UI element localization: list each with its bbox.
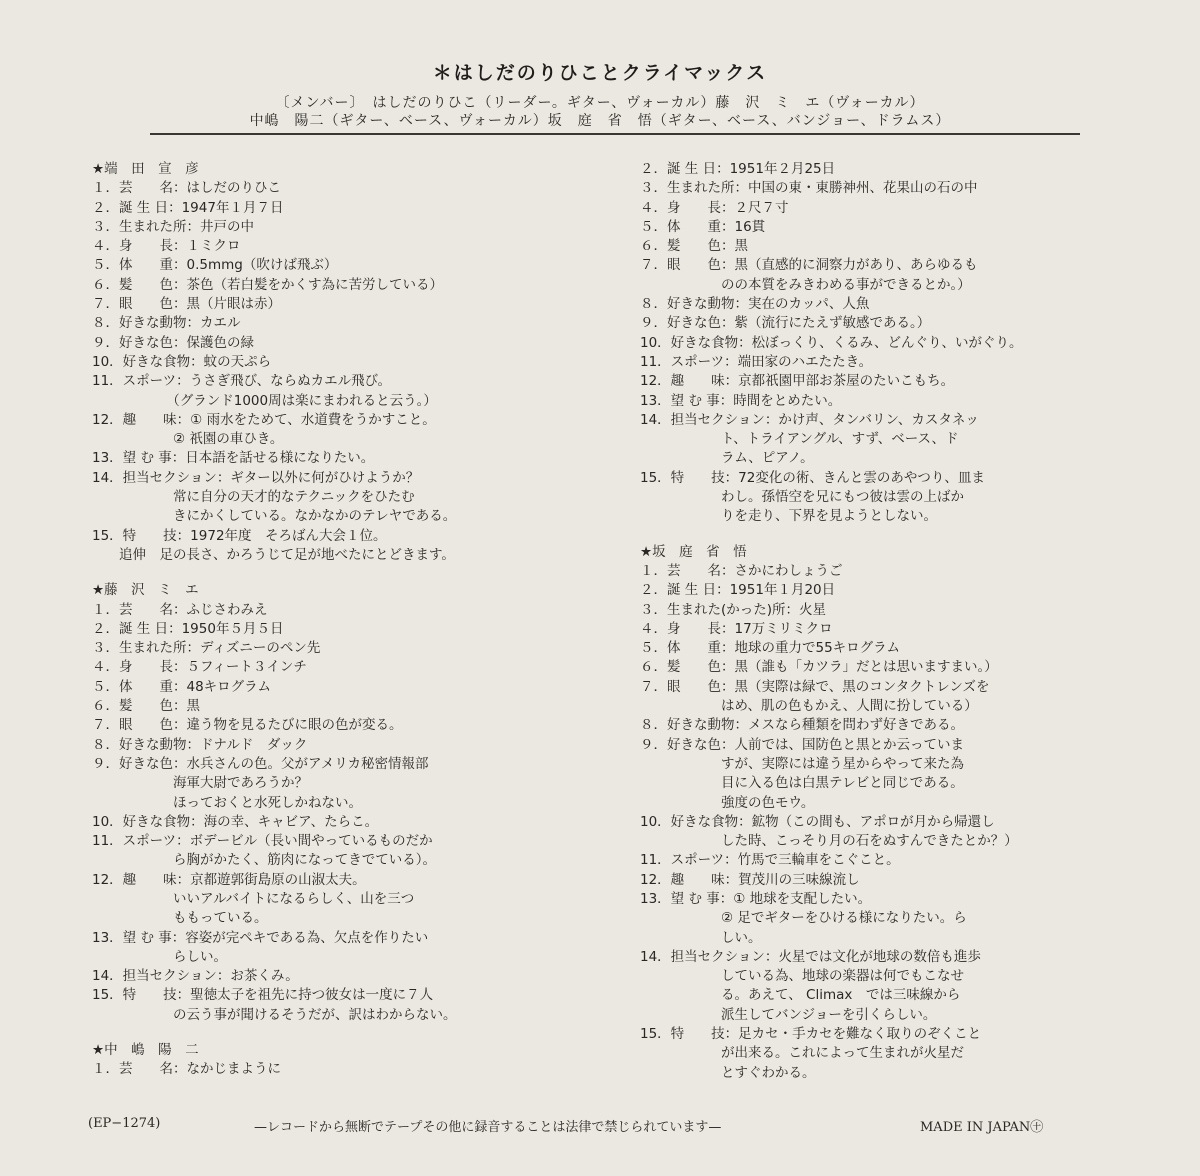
made-in-japan: MADE IN JAPAN㊉ — [920, 1120, 1044, 1135]
catalog-number: (EP−1274) — [88, 1116, 161, 1131]
profile-line: しい。 — [640, 929, 762, 946]
members-line-2: 中嶋 陽二（ギター、ベース、ヴォーカル）坂 庭 省 悟（ギター、ベース、バンジョー、ドラムス） — [249, 113, 951, 129]
profile-line: ５．体 重：48キログラム — [92, 678, 272, 695]
profile-line: きにかくしている。なかなかのテレヤである。 — [92, 508, 457, 525]
profile-line: 11．スポーツ：ボデービル（長い間やっているものだか — [92, 833, 433, 850]
profile-line: ４．身 長：５フィート３インチ — [92, 659, 307, 676]
profile-line: ももっている。 — [92, 910, 268, 927]
profile-line: 14．担当セクション：火星では文化が地球の数倍も進歩 — [640, 948, 981, 965]
profile-line: ２．誕 生 日：1950年５月５日 — [92, 620, 284, 637]
profile-line: 15．特 技：1972年度 そろばん大会１位。 — [92, 527, 387, 544]
profile-line: 常に自分の天才的なテクニックをひたむ — [92, 489, 415, 506]
profile-line: １．芸 名：ふじさわみえ — [92, 601, 268, 618]
profile-line: 追伸 足の長さ、かろうじて足が地べたにとどきます。 — [92, 546, 455, 563]
profile-line: いいアルバイトになるらしく、山を三つ — [92, 890, 415, 907]
profile-line: はめ、肌の色もかえ、人間に扮している） — [640, 698, 978, 715]
profile-line: 14．担当セクション：お茶くみ。 — [92, 968, 299, 985]
profile-line: 15．特 技：72変化の術、きんと雲のあやつり、皿ま — [640, 469, 985, 486]
profile-line: ６．髪 色：黒 — [92, 698, 200, 715]
profile-line: ４．身 長：２尺７寸 — [640, 199, 789, 216]
profile-line: ２．誕 生 日：1947年１月７日 — [92, 199, 284, 216]
profile-line: ２．誕 生 日：1951年２月25日 — [640, 161, 836, 177]
profile-line: 13．望 む 事：① 地球を支配したい。 — [640, 890, 872, 907]
profile-line: した時、こっそり月の石をぬすんできたとか？） — [640, 833, 1018, 850]
profile-line: 12．趣 味：京都遊郭街島原の山淑太夫。 — [92, 871, 366, 888]
profile-line: 12．趣 味：京都祇園甲部お茶屋のたいこもち。 — [640, 373, 955, 390]
right-column — [640, 160, 1120, 1083]
profile-line: 11．スポーツ：うさぎ飛び、ならぬカエル飛び。 — [92, 373, 392, 390]
profile-line: 10．好きな食物：松ぼっくり、くるみ、どんぐり、いがぐり。 — [640, 334, 1023, 351]
profile-line: わし。孫悟空を兄にもつ彼は雲の上ばか — [640, 489, 964, 506]
profile-line: ４．身 長：１ミクロ — [92, 238, 241, 255]
profile-line: ３．生まれた所：中国の東・東勝神州、花果山の石の中 — [640, 180, 978, 197]
profile-line: 11．スポーツ：竹馬で三輪車をこぐこと。 — [640, 852, 900, 869]
profile-line: ② 祇園の車ひき。 — [92, 431, 284, 448]
profile-line: ６．髪 色：黒 — [640, 238, 748, 255]
copyright-notice: —レコードから無断でテープその他に録音することは法律で禁じられています— — [254, 1120, 722, 1135]
profile-line: とすぐわかる。 — [640, 1064, 816, 1081]
profile-line: ３．生まれた(かった)所：火星 — [640, 601, 827, 618]
profile-line: のの本質をみきわめる事ができるとか。） — [640, 276, 971, 293]
profile-line: ７．眼 色：黒（片眼は赤） — [92, 296, 281, 313]
profile-line: ９．好きな色：水兵さんの色。父がアメリカ秘密情報部 — [92, 755, 429, 772]
profile-line: の云う事が聞けるそうだが、訳はわからない。 — [92, 1006, 457, 1023]
header-divider — [150, 133, 1080, 135]
profile-line: 13．望 む 事：日本語を話せる様になりたい。 — [92, 450, 375, 467]
profile-line: １．芸 名：なかじまように — [92, 1061, 281, 1078]
profile-line: ８．好きな動物：ドナルド ダック — [92, 736, 308, 753]
profile-line: 目に入る色は白黒テレビと同じである。 — [640, 775, 964, 792]
profile-line: が出来る。これによって生まれが火星だ — [640, 1045, 964, 1062]
profile-line: ★坂 庭 省 悟 — [640, 543, 747, 560]
profile-line: 10．好きな食物：海の幸、キャビア、たらこ。 — [92, 813, 379, 830]
profile-line: ら胸がかたく、筋肉になってきでている）。 — [92, 852, 436, 869]
profile-line: ９．好きな色：保護色の緑 — [92, 334, 254, 351]
profile-line: 10．好きな食物：蚊の天ぷら — [92, 353, 272, 370]
profile-line: 11．スポーツ：端田家のハエたたき。 — [640, 353, 873, 370]
profile-line: ２．誕 生 日：1951年１月20日 — [640, 582, 836, 599]
profile-line: すが、実際には違う星からやって来た為 — [640, 755, 964, 772]
profile-line: ５．体 重：地球の重力で55キログラム — [640, 640, 901, 657]
profile-line: ★端 田 宣 彦 — [92, 161, 199, 177]
profile-line: 13．望 む 事：時間をとめたい。 — [640, 392, 842, 409]
page-title: ＊はしだのりひことクライマックス — [432, 62, 768, 84]
profile-line: ８．好きな動物：カエル — [92, 315, 241, 332]
profile-line: 15．特 技：聖徳太子を祖先に持つ彼女は一度に７人 — [92, 987, 434, 1004]
profile-line: １．芸 名：さかにわしょうご — [640, 562, 843, 579]
profile-line: ラム、ピアノ。 — [640, 450, 814, 467]
profile-line: りを走り、下界を見ようとしない。 — [640, 508, 937, 525]
profile-line: ８．好きな動物：メスなら種類を問わず好きである。 — [640, 717, 964, 734]
profile-line: ★藤 沢 ミ エ — [92, 582, 199, 599]
section-spacer — [92, 1025, 602, 1041]
profile-line: らしい。 — [92, 948, 227, 965]
profile-line: ６．髪 色：黒（誰も「カツラ」だとは思いますまい。） — [640, 659, 998, 676]
profile-line: ② 足でギターをひける様になりたい。ら — [640, 910, 967, 927]
profile-line: 14．担当セクション：ギター以外に何がひけようか？ — [92, 469, 420, 486]
profile-line: ４．身 長：17万ミリミクロ — [640, 620, 833, 637]
profile-line: １．芸 名：はしだのりひこ — [92, 180, 281, 197]
profile-line: ７．眼 色：黒（実際は緑で、黒のコンタクトレンズを — [640, 678, 990, 695]
profile-line: 13．望 む 事：容姿が完ペキである為、欠点を作りたい — [92, 929, 429, 946]
profile-line: 12．趣 味：賀茂川の三味線流し — [640, 871, 860, 888]
profile-line: 海軍大尉であろうか？ — [92, 775, 308, 792]
profile-line: ５．体 重：0.5mmg（吹けば飛ぶ） — [92, 257, 338, 274]
section-spacer — [640, 527, 1120, 543]
profile-line: （グランド1000周は楽にまわれると云う。） — [92, 392, 437, 409]
profile-line: ９．好きな色：紫（流行にたえず敏感である。） — [640, 315, 931, 332]
profile-line: 10．好きな食物：鉱物（この間も、アポロが月から帰還し — [640, 813, 995, 830]
profile-line: ほっておくと水死しかねない。 — [92, 794, 362, 811]
profile-line: ★中 嶋 陽 二 — [92, 1042, 199, 1059]
profile-line: ３．生まれた所：井戸の中 — [92, 218, 254, 235]
left-column — [92, 160, 602, 1080]
profile-line: ト、トライアングル、すず、ベース、ド — [640, 431, 959, 448]
profile-line: ７．眼 色：黒（直感的に洞察力があり、あらゆるも — [640, 257, 978, 274]
profile-line: 強度の色モウ。 — [640, 794, 815, 811]
profile-line: 15．特 技：足カセ・手カセを難なく取りのぞくこと — [640, 1026, 982, 1043]
profile-line: ３．生まれた所：ディズニーのペン先 — [92, 640, 321, 657]
profile-line: 派生してバンジョーを引くらしい。 — [640, 1006, 937, 1023]
profile-line: ６．髪 色：茶色（若白髪をかくす為に苦労している） — [92, 276, 443, 293]
profile-line: ５．体 重：16貫 — [640, 218, 766, 235]
profile-line: ７．眼 色：違う物を見るたびに眼の色が変る。 — [92, 717, 403, 734]
profile-line: ８．好きな動物：実在のカッパ、人魚 — [640, 296, 870, 313]
profile-line: 12．趣 味：① 雨水をためて、水道費をうかすこと。 — [92, 411, 436, 428]
profile-line: している為、地球の楽器は何でもこなせ — [640, 968, 964, 985]
members-line-1: 〔メンバー〕 はしだのりひこ（リーダー。ギター、ヴォーカル）藤 沢 ミ エ（ヴォーカル） — [275, 95, 925, 111]
profile-line: 14．担当セクション：かけ声、タンバリン、カスタネッ — [640, 411, 979, 428]
profile-line: ９．好きな色：人前では、国防色と黒とか云っていま — [640, 736, 964, 753]
profile-line: る。あえて、 Climax では三味線から — [640, 987, 961, 1004]
section-spacer — [92, 565, 602, 581]
